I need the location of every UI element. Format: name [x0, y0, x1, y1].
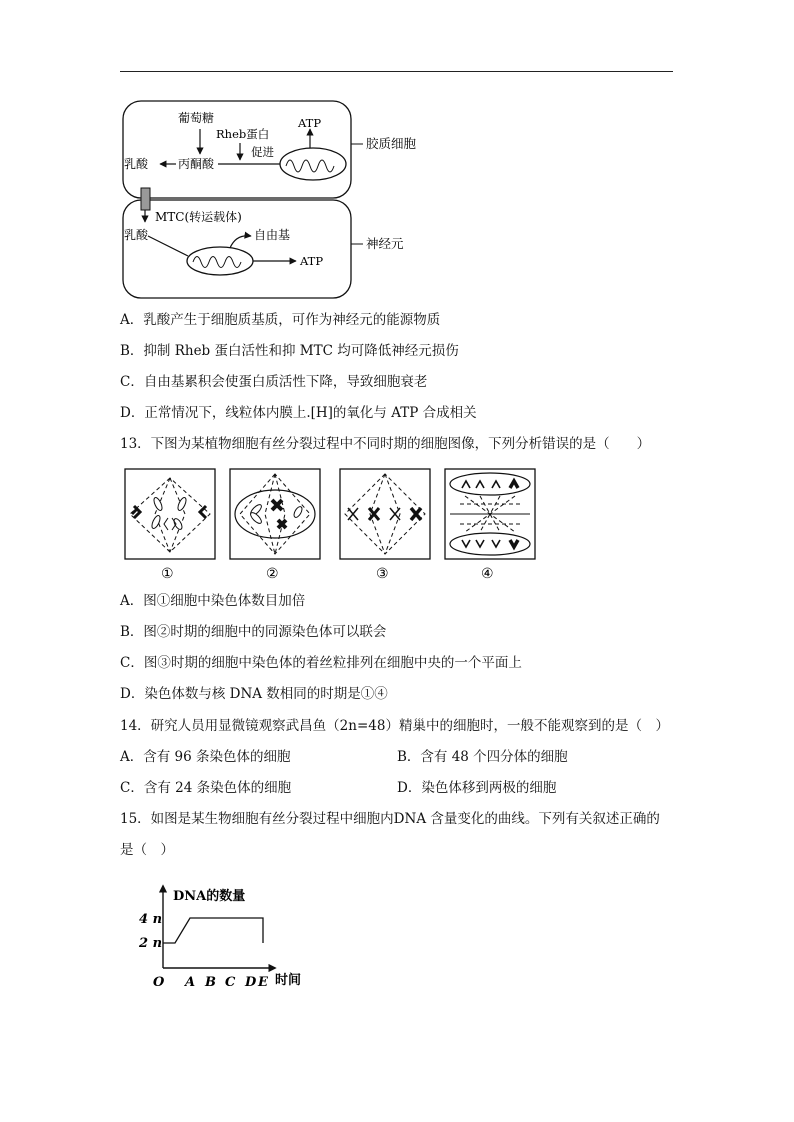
- q14-stem: 14．研究人员用显微镜观察武昌鱼（2n=48）精巢中的细胞时，一般不能观察到的是（ ）: [120, 718, 669, 734]
- q14-option-a: A．含有 96 条染色体的细胞: [120, 749, 291, 765]
- panel-4: [445, 469, 535, 559]
- mitochondrion-top: [280, 148, 346, 180]
- dna-chart: [135, 880, 335, 995]
- q15-stem-line1: 15．如图是某生物细胞有丝分裂过程中细胞内DNA 含量变化的曲线。下列有关叙述正确的: [120, 811, 660, 827]
- header-rule: [120, 71, 673, 72]
- q13-option-d: D．染色体数与核 DNA 数相同的时期是①④: [120, 686, 388, 702]
- q12-option-b: B．抑制 Rheb 蛋白活性和抑 MTC 均可降低神经元损伤: [120, 343, 459, 359]
- q12-option-a: A．乳酸产生于细胞质基质，可作为神经元的能源物质: [120, 312, 441, 328]
- q15-stem-line2: 是（ ）: [120, 842, 174, 858]
- label-glucose: 葡萄糖: [178, 111, 215, 125]
- label-promote: 促进: [251, 145, 274, 159]
- label-rheb: Rheb蛋白: [216, 127, 270, 141]
- q13-stem: 13．下图为某植物细胞有丝分裂过程中不同时期的细胞图像，下列分析错误的是（ ）: [120, 436, 651, 452]
- x-tick-E: E: [258, 975, 268, 990]
- mitosis-figure: [120, 466, 540, 584]
- label-mtc: MTC(转运载体): [155, 210, 242, 224]
- label-atp-bottom: ATP: [300, 254, 324, 268]
- label-glial-cell: 胶质细胞: [366, 136, 417, 151]
- x-tick-B: B: [205, 975, 216, 990]
- y-tick-2n: 2 n: [139, 936, 163, 951]
- x-tick-C: C: [225, 975, 236, 990]
- q13-option-b: B．图②时期的细胞中的同源染色体可以联会: [120, 624, 387, 640]
- label-pyruvate: 丙酮酸: [178, 157, 215, 171]
- label-atp-top: ATP: [298, 116, 322, 130]
- panel-label-4: ④: [481, 566, 494, 582]
- q14-option-c: C．含有 24 条染色体的细胞: [120, 780, 292, 796]
- panel-label-2: ②: [266, 566, 279, 582]
- q12-option-d: D．正常情况下，线粒体内膜上.[H]的氧化与 ATP 合成相关: [120, 405, 477, 421]
- label-lactate-top: 乳酸: [124, 157, 149, 171]
- x-tick-D: D: [245, 975, 257, 990]
- x-tick-O: O: [153, 975, 165, 990]
- x-tick-A: A: [185, 975, 196, 990]
- cell-diagram: [118, 96, 438, 306]
- q13-option-a: A．图①细胞中染色体数目加倍: [120, 593, 306, 609]
- q12-option-c: C．自由基累积会使蛋白质活性下降，导致细胞衰老: [120, 374, 428, 390]
- label-free-radical: 自由基: [254, 228, 291, 242]
- mitochondrion-bottom: [187, 247, 253, 275]
- panel-2: [230, 469, 320, 559]
- q13-option-c: C．图③时期的细胞中染色体的着丝粒排列在细胞中央的一个平面上: [120, 655, 522, 671]
- label-lactate-bottom: 乳酸: [124, 228, 149, 242]
- panel-1: [125, 469, 215, 559]
- q14-option-b: B．含有 48 个四分体的细胞: [397, 749, 568, 765]
- panel-label-3: ③: [376, 566, 389, 582]
- panel-label-1: ①: [161, 566, 174, 582]
- x-axis-label: 时间: [275, 973, 302, 988]
- q14-option-d: D．染色体移到两极的细胞: [397, 780, 557, 796]
- label-neuron: 神经元: [366, 236, 404, 251]
- panel-3: [340, 469, 430, 559]
- dna-series-line: [163, 918, 263, 943]
- mtc-transporter: [141, 188, 150, 210]
- y-tick-4n: 4 n: [139, 912, 163, 927]
- y-axis-label: DNA的数量: [173, 889, 246, 904]
